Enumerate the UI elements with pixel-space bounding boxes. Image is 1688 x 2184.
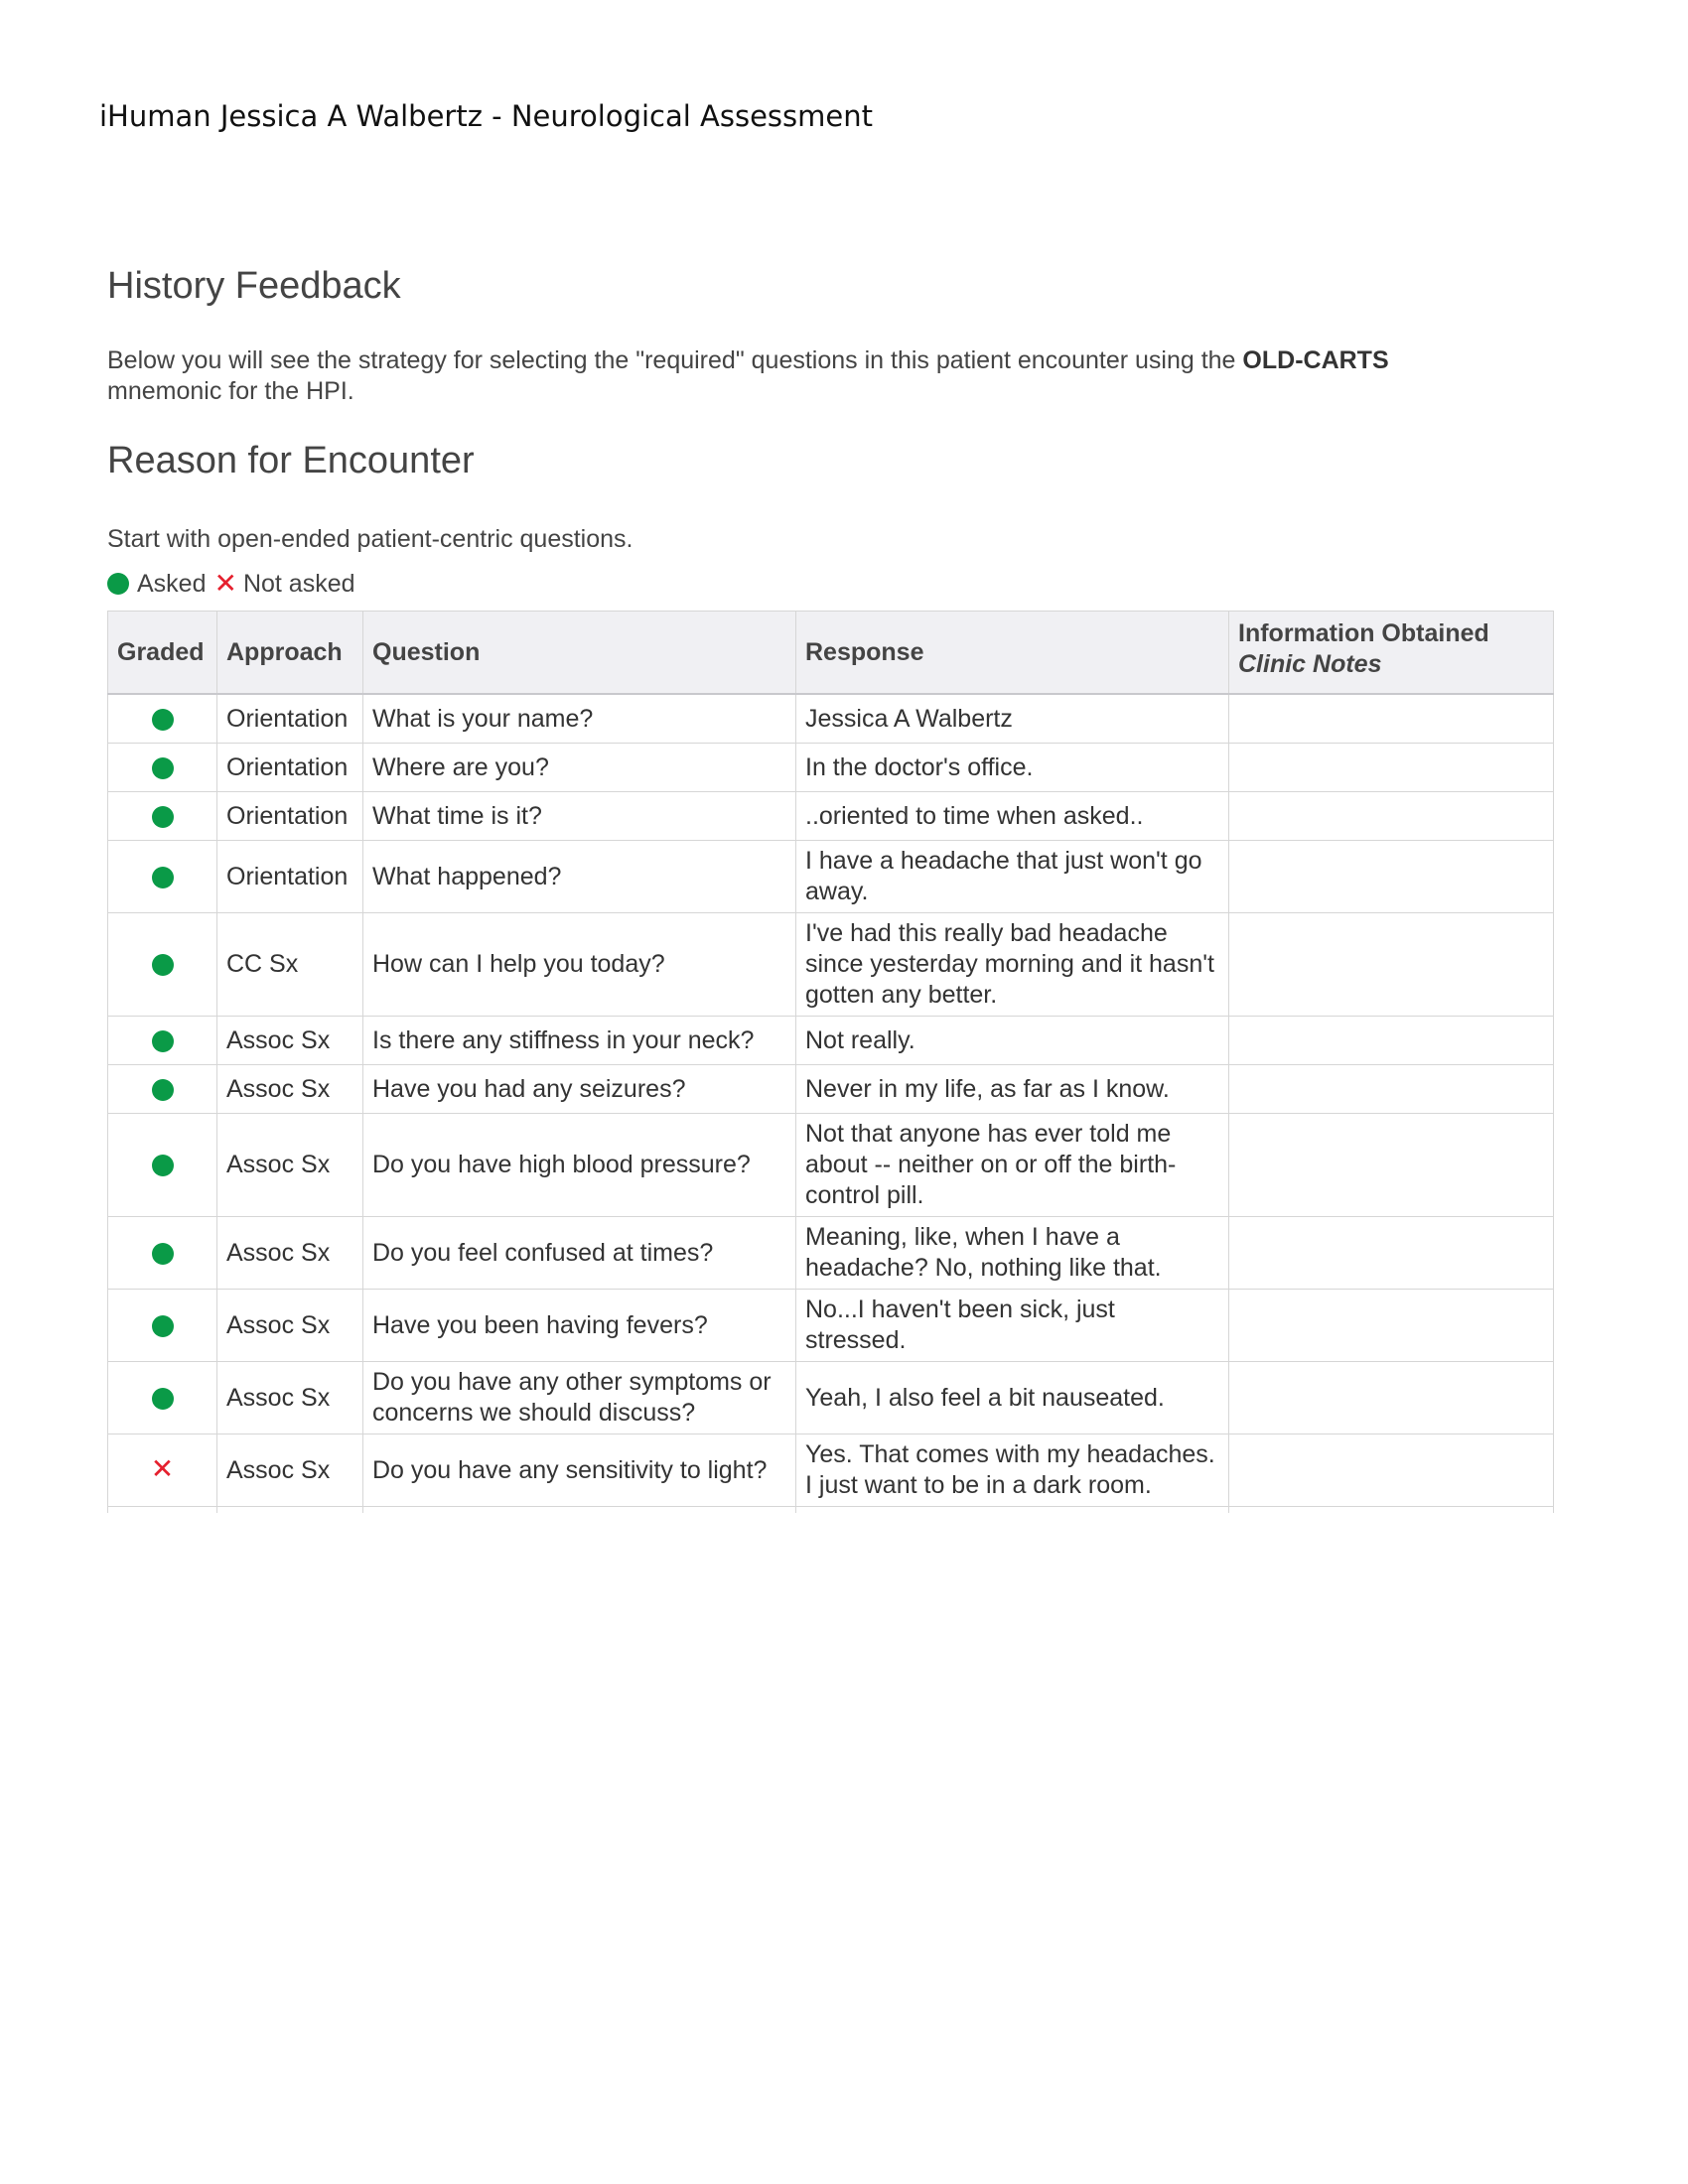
- header-clinic-notes: Clinic Notes: [1238, 650, 1382, 678]
- header-response: Response: [796, 612, 1229, 695]
- table-row: [108, 1114, 1554, 1217]
- info-cell: [1229, 1217, 1554, 1290]
- asked-dot-icon: [107, 573, 129, 595]
- feedback-content: [107, 256, 1557, 1513]
- table-row: [108, 1290, 1554, 1362]
- response-cell: Not that anyone has ever told me about -- neither on or off the birth-control pill.: [796, 1114, 1229, 1217]
- question-cell: Do you feel confused at times?: [363, 1217, 796, 1290]
- table-row: [108, 841, 1554, 913]
- response-cell: No...I haven't been sick, just stressed.: [796, 1290, 1229, 1362]
- question-cell: What time is it?: [363, 792, 796, 841]
- intro-mnemonic: OLD-CARTS: [1242, 346, 1389, 374]
- table-row: [108, 1065, 1554, 1114]
- header-approach: Approach: [217, 612, 363, 695]
- header-graded: Graded: [108, 612, 217, 695]
- graded-cell: [108, 913, 217, 1017]
- continuation-cell: [363, 1507, 796, 1514]
- asked-dot-icon: [152, 806, 174, 828]
- graded-cell: [108, 1065, 217, 1114]
- table-row: [108, 792, 1554, 841]
- header-info-line1: Information Obtained: [1238, 619, 1489, 647]
- info-cell: [1229, 792, 1554, 841]
- asked-dot-icon: [152, 757, 174, 779]
- asked-dot-icon: [152, 954, 174, 976]
- approach-cell: CC Sx: [217, 913, 363, 1017]
- graded-cell: [108, 1217, 217, 1290]
- info-cell: [1229, 1017, 1554, 1065]
- info-cell: [1229, 1362, 1554, 1434]
- table-row: [108, 1434, 1554, 1507]
- asked-dot-icon: [152, 1315, 174, 1337]
- table-row: [108, 744, 1554, 792]
- asked-dot-icon: [152, 867, 174, 888]
- table-header-row: [108, 612, 1554, 695]
- info-cell: [1229, 1290, 1554, 1362]
- response-cell: Not really.: [796, 1017, 1229, 1065]
- table-row: [108, 1362, 1554, 1434]
- approach-cell: Orientation: [217, 841, 363, 913]
- reason-for-encounter-title: Reason for Encounter: [107, 440, 475, 481]
- approach-cell: Orientation: [217, 744, 363, 792]
- intro-text-start: Below you will see the strategy for selecting the "required" questions in this patient encounter using the: [107, 346, 1243, 374]
- legend-asked-label: Asked: [137, 570, 207, 598]
- asked-dot-icon: [152, 1243, 174, 1265]
- continuation-cell: [796, 1507, 1229, 1514]
- response-cell: Yes. That comes with my headaches. I just want to be in a dark room.: [796, 1434, 1229, 1507]
- info-cell: [1229, 694, 1554, 744]
- history-feedback-title: History Feedback: [107, 265, 401, 307]
- graded-cell: [108, 694, 217, 744]
- graded-cell: [108, 1434, 217, 1507]
- question-cell: Have you had any seizures?: [363, 1065, 796, 1114]
- header-question: Question: [363, 612, 796, 695]
- info-cell: [1229, 1065, 1554, 1114]
- graded-cell: [108, 792, 217, 841]
- info-cell: [1229, 744, 1554, 792]
- question-cell: Do you have any other symptoms or concerns we should discuss?: [363, 1362, 796, 1434]
- info-cell: [1229, 841, 1554, 913]
- header-information-obtained: [1229, 612, 1554, 695]
- question-cell: Do you have high blood pressure?: [363, 1114, 796, 1217]
- asked-dot-icon: [152, 1388, 174, 1410]
- response-cell: Jessica A Walbertz: [796, 694, 1229, 744]
- question-cell: What happened?: [363, 841, 796, 913]
- asked-dot-icon: [152, 709, 174, 731]
- response-cell: ..oriented to time when asked..: [796, 792, 1229, 841]
- approach-cell: Assoc Sx: [217, 1434, 363, 1507]
- not-asked-x-icon: ✕: [213, 567, 237, 600]
- approach-cell: Assoc Sx: [217, 1290, 363, 1362]
- approach-cell: Assoc Sx: [217, 1065, 363, 1114]
- approach-cell: Orientation: [217, 792, 363, 841]
- table-row: [108, 694, 1554, 744]
- response-cell: Never in my life, as far as I know.: [796, 1065, 1229, 1114]
- continuation-cell: [1229, 1507, 1554, 1514]
- intro-paragraph: [107, 345, 1487, 407]
- graded-cell: [108, 1362, 217, 1434]
- asked-dot-icon: [152, 1079, 174, 1101]
- approach-cell: Assoc Sx: [217, 1217, 363, 1290]
- history-questions-table: [107, 611, 1554, 1513]
- question-cell: Is there any stiffness in your neck?: [363, 1017, 796, 1065]
- intro-text-end: mnemonic for the HPI.: [107, 377, 354, 405]
- table-row: [108, 1217, 1554, 1290]
- table-row: [108, 1017, 1554, 1065]
- question-cell: Do you have any sensitivity to light?: [363, 1434, 796, 1507]
- table-body: [108, 694, 1554, 1513]
- asked-dot-icon: [152, 1030, 174, 1052]
- info-cell: [1229, 1434, 1554, 1507]
- continuation-cell: [217, 1507, 363, 1514]
- approach-cell: Assoc Sx: [217, 1362, 363, 1434]
- graded-cell: [108, 1114, 217, 1217]
- response-cell: I have a headache that just won't go away.: [796, 841, 1229, 913]
- graded-cell: [108, 841, 217, 913]
- response-cell: Yeah, I also feel a bit nauseated.: [796, 1362, 1229, 1434]
- info-cell: [1229, 1114, 1554, 1217]
- graded-legend: [107, 567, 1557, 601]
- graded-cell: [108, 1290, 217, 1362]
- question-cell: What is your name?: [363, 694, 796, 744]
- response-cell: In the doctor's office.: [796, 744, 1229, 792]
- graded-cell: [108, 744, 217, 792]
- asked-dot-icon: [152, 1155, 174, 1176]
- legend-not-asked-label: Not asked: [242, 570, 355, 598]
- approach-cell: Assoc Sx: [217, 1017, 363, 1065]
- response-cell: I've had this really bad headache since yesterday morning and it hasn't gotten any better.: [796, 913, 1229, 1017]
- document-header: iHuman Jessica A Walbertz - Neurological Assessment: [99, 99, 873, 133]
- response-cell: Meaning, like, when I have a headache? No, nothing like that.: [796, 1217, 1229, 1290]
- table-row: [108, 913, 1554, 1017]
- question-cell: How can I help you today?: [363, 913, 796, 1017]
- table-row-continuation: [108, 1507, 1554, 1514]
- question-cell: Have you been having fevers?: [363, 1290, 796, 1362]
- graded-cell: [108, 1017, 217, 1065]
- not-asked-x-icon: ✕: [150, 1451, 175, 1485]
- question-cell: Where are you?: [363, 744, 796, 792]
- encounter-subtext: Start with open-ended patient-centric questions.: [107, 525, 633, 553]
- continuation-cell: [108, 1507, 217, 1514]
- approach-cell: Orientation: [217, 694, 363, 744]
- info-cell: [1229, 913, 1554, 1017]
- approach-cell: Assoc Sx: [217, 1114, 363, 1217]
